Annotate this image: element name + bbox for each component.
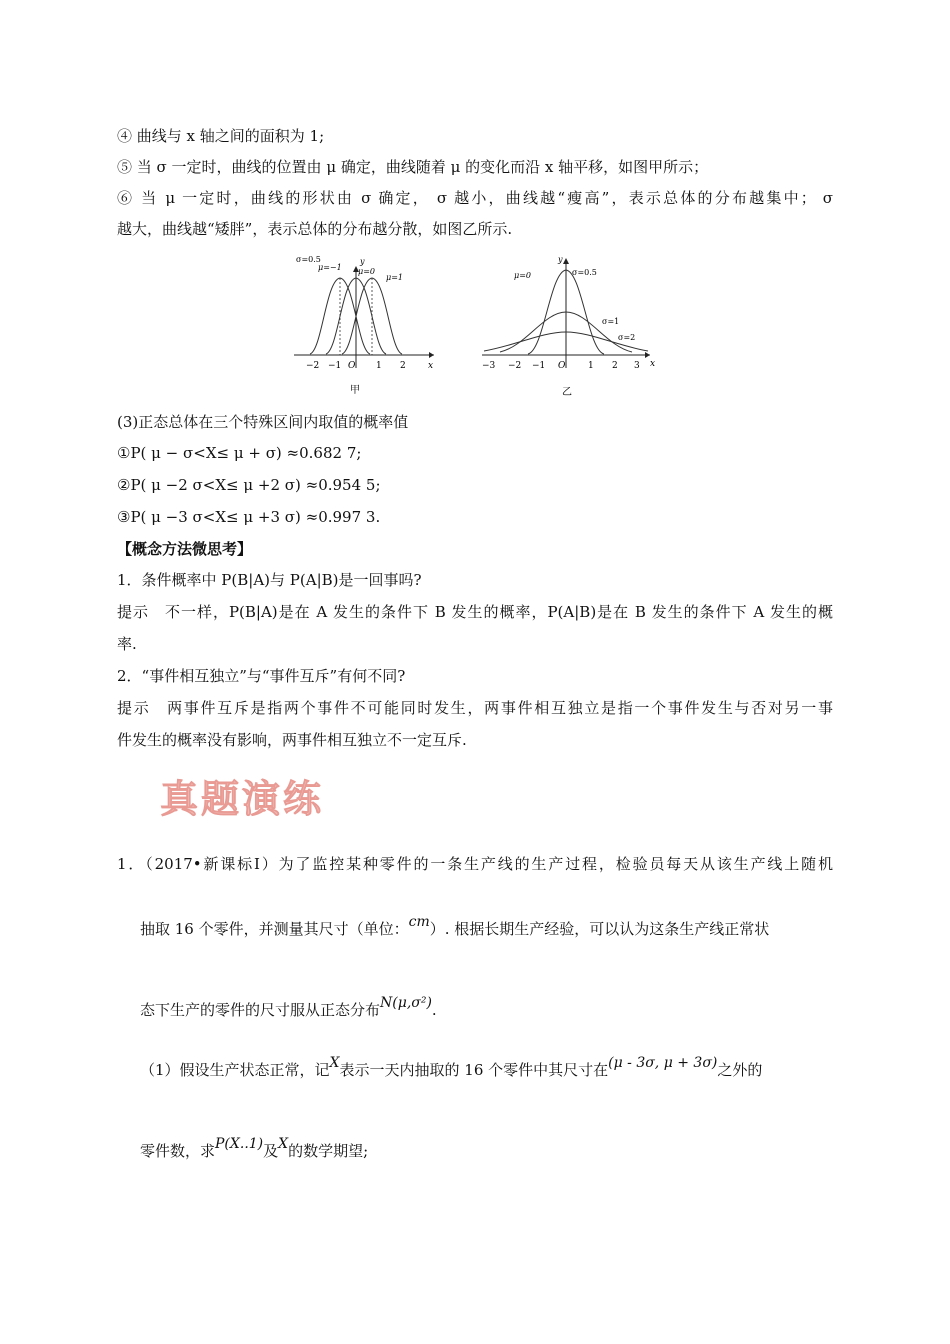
think-heading: 【概念方法微思考】 (117, 540, 253, 558)
tick-2: 2 (400, 361, 406, 371)
x-axis-arrow (645, 352, 650, 358)
figure-jia-svg (290, 250, 440, 400)
problem-line-4b: 表示一天内抽取的 16 个零件中其尺寸在 (339, 1061, 609, 1079)
tick-1: 1 (376, 361, 382, 371)
interval-1: ①P( μ − σ<X≤ μ + σ) ≈0.682 7; (117, 444, 362, 462)
problem-line-5a: 零件数，求 (140, 1142, 216, 1160)
y-axis-arrow (563, 258, 569, 264)
label-mu-0: μ=0 (358, 267, 375, 276)
think-question-2: 2．“事件相互独立”与“事件互斥”有何不同? (117, 667, 406, 685)
tick-minus-1: −1 (328, 361, 342, 371)
figure-yi (478, 250, 658, 400)
property-4: ④ 曲线与 x 轴之间的面积为 1; (117, 127, 325, 145)
interval-2: ②P( μ −2 σ<X≤ μ +2 σ) ≈0.954 5; (117, 476, 381, 494)
label-x: x (650, 359, 656, 369)
tick-minus-3: −3 (482, 361, 496, 371)
property-6-line-1: ⑥ 当 μ 一定时，曲线的形状由 σ 确定， σ 越小，曲线越“瘦高”，表示总体的分布越集中； σ (117, 189, 833, 207)
label-x: x (428, 361, 434, 371)
problem-line-5b: 及 (263, 1142, 279, 1160)
problem-line-5 (140, 1136, 369, 1162)
problem-line-2b: ）. 根据长期生产经验，可以认为这条生产线正常状 (429, 920, 770, 938)
problem-line-4a: （1）假设生产状态正常，记 (140, 1061, 330, 1079)
think-question-1: 1．条件概率中 P(B|A)与 P(A|B)是一回事吗? (117, 571, 422, 589)
tick-minus-1: −1 (532, 361, 546, 371)
problem-line-4c: 之外的 (717, 1061, 763, 1079)
label-sigma-2: σ=2 (618, 333, 636, 342)
figure-yi-svg (478, 250, 658, 400)
problem-line-3a: 态下生产的零件的尺寸服从正态分布 (140, 1001, 381, 1019)
think-answer-2-line-1: 提示 两事件互斥是指两个事件不可能同时发生，两事件相互独立是指一个事件发生与否对另一事 (117, 699, 833, 717)
property-6-line-2: 越大，曲线越“矮胖”，表示总体的分布越分散，如图乙所示. (117, 220, 513, 238)
label-origin: O (558, 361, 566, 371)
figure-jia (290, 250, 440, 400)
label-y: y (558, 255, 563, 264)
variable-x: X (329, 1055, 340, 1071)
label-sigma-0-5: σ=0.5 (572, 268, 597, 277)
think-answer-2-line-2: 件发生的概率没有影响，两事件相互独立不一定互斥. (117, 731, 467, 749)
section-title: 真题演练 (160, 776, 325, 821)
problem-line-4 (140, 1055, 763, 1081)
caption-jia: 甲 (350, 385, 360, 396)
label-mu-1: μ=1 (386, 273, 403, 282)
label-y: y (360, 257, 365, 266)
normal-distribution: N(μ,σ²) (380, 995, 432, 1011)
variable-x-2: X (278, 1136, 289, 1152)
problem-line-5c: 的数学期望; (288, 1142, 369, 1160)
property-5: ⑤ 当 σ 一定时，曲线的位置由 μ 确定，曲线随着 μ 的变化而沿 x 轴平移，如图甲所示； (117, 158, 709, 176)
label-mu-minus-1: μ=−1 (318, 263, 342, 272)
probability-expression: P(X..1) (215, 1136, 264, 1152)
interval-3: ③P( μ −3 σ<X≤ μ +3 σ) ≈0.997 3. (117, 508, 381, 526)
tick-1: 1 (588, 361, 594, 371)
label-sigma: σ=0.5 (296, 255, 321, 264)
label-mu: μ=0 (514, 271, 531, 280)
intervals-heading: (3)正态总体在三个特殊区间内取值的概率值 (117, 413, 409, 431)
x-axis-arrow (429, 352, 434, 358)
tick-2: 2 (612, 361, 618, 371)
unit-cm: cm (408, 914, 430, 930)
problem-line-2 (140, 914, 770, 940)
problem-line-3 (140, 995, 437, 1021)
tick-minus-2: −2 (306, 361, 320, 371)
label-origin: O (348, 361, 356, 371)
interval-expression: (μ - 3σ, μ + 3σ) (608, 1055, 718, 1071)
problem-line-1: 1．（2017•新课标Ⅰ）为了监控某种零件的一条生产线的生产过程，检验员每天从该生产线上随机 (117, 855, 833, 873)
label-sigma-1: σ=1 (602, 317, 620, 326)
problem-line-2a: 抽取 16 个零件，并测量其尺寸（单位： (140, 920, 409, 938)
problem-line-3b: . (431, 1001, 437, 1019)
caption-yi: 乙 (562, 387, 572, 398)
tick-minus-2: −2 (508, 361, 522, 371)
tick-3: 3 (634, 361, 640, 371)
think-answer-1-line-2: 率. (117, 635, 137, 653)
think-answer-1-line-1: 提示 不一样，P(B|A)是在 A 发生的条件下 B 发生的概率，P(A|B)是在 B 发生的条件下 A 发生的概 (117, 603, 833, 621)
